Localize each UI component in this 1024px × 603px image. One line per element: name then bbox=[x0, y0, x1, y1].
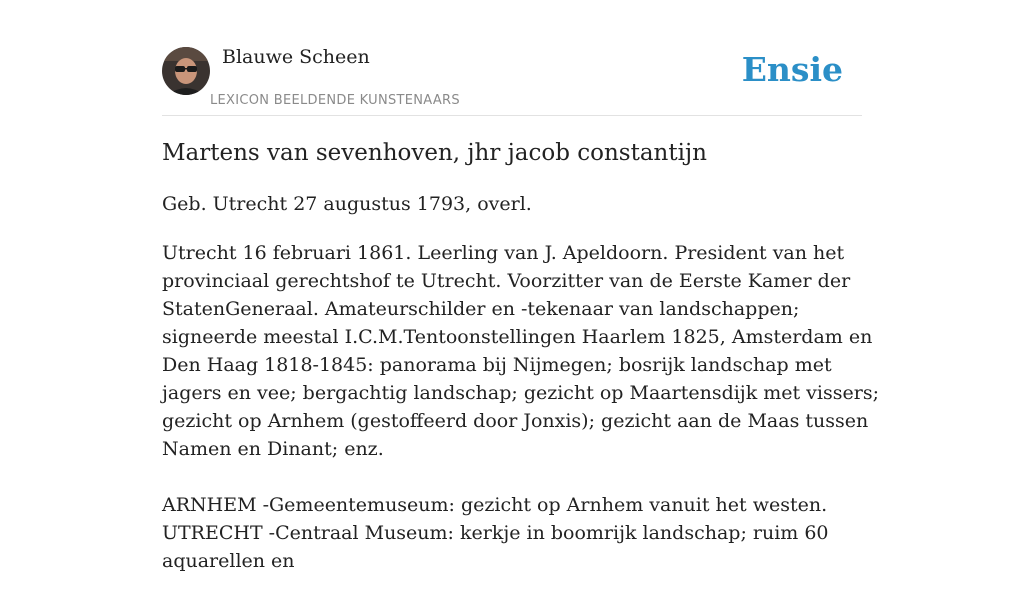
article-title: Martens van sevenhoven, jhr jacob constantijn bbox=[162, 140, 707, 166]
category-label[interactable]: LEXICON BEELDENDE KUNSTENAARS bbox=[210, 93, 460, 108]
author-name[interactable]: Blauwe Scheen bbox=[222, 46, 370, 68]
article-lead: Geb. Utrecht 27 augustus 1793, overl. bbox=[162, 193, 532, 215]
author-avatar[interactable] bbox=[162, 47, 210, 95]
article-body bbox=[162, 239, 882, 603]
article-paragraph: ARNHEM -Gemeentemuseum: gezicht op Arnhem vanuit het westen. UTRECHT -Centraal Museum: kerkje in boomrijk landschap; ruim 60 aquarellen en bbox=[162, 494, 829, 572]
article-paragraph: Utrecht 16 februari 1861. Leerling van J. Apeldoorn. President van het provinciaal gerechtshof te Utrecht. Voorzitter van de Eerste Kamer der StatenGeneraal. Amateurschilder en -tekenaar van landschappen; signeerde meestal I.C.M.Tentoonstellingen Haarlem 1825, Amsterdam en Den Haag 1818-1845: panorama bij Nijmegen; bosrijk landschap met jagers en vee; bergachtig landschap; gezicht op Maartensdijk met vissers; gezicht op Arnhem (gestoffeerd door Jonxis); gezicht aan de Maas tussen Namen en Dinant; enz. bbox=[162, 242, 879, 460]
header-divider bbox=[162, 115, 862, 116]
ensie-logo[interactable]: Ensie bbox=[741, 50, 843, 89]
